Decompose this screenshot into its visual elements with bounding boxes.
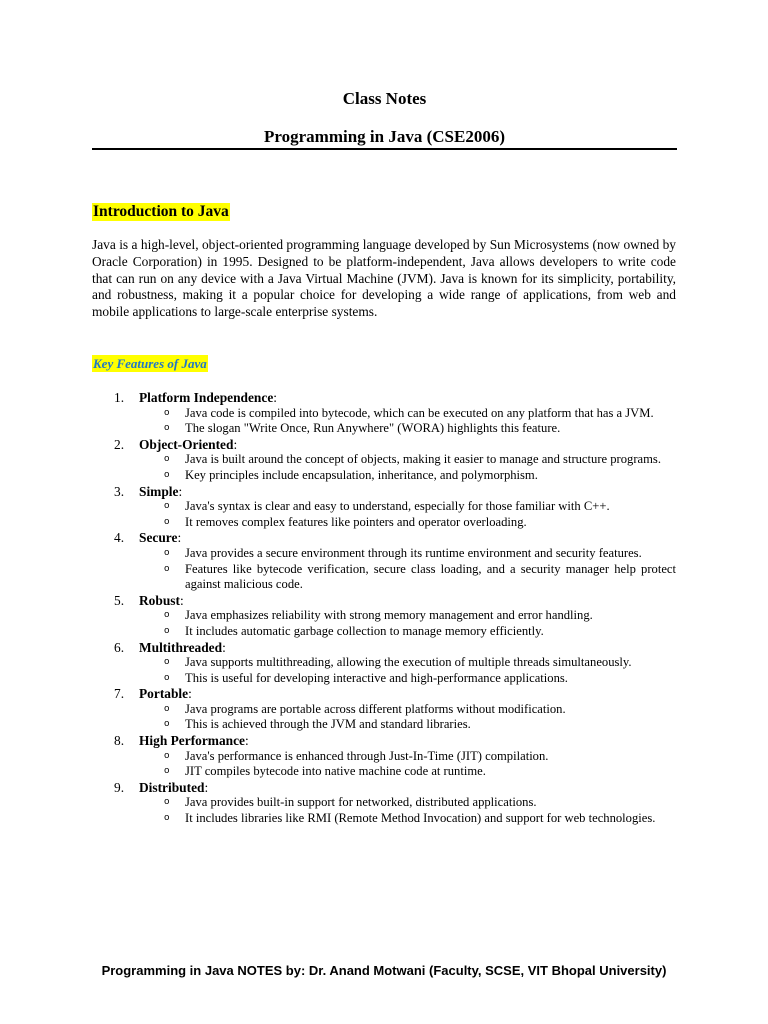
feature-title: Platform Independence xyxy=(139,390,274,405)
feature-points xyxy=(139,546,676,593)
page-title: Class Notes xyxy=(342,89,427,108)
feature-point-text: It removes complex features like pointers and operator overloading. xyxy=(185,514,527,529)
feature-point xyxy=(139,702,676,718)
feature-title: Object-Oriented xyxy=(139,436,234,452)
feature-number: 7. xyxy=(114,686,125,702)
feature-points xyxy=(139,499,676,530)
feature-title: High Performance xyxy=(139,733,245,749)
feature-title-colon: : xyxy=(179,592,184,608)
feature-item xyxy=(92,530,676,592)
feature-title-colon: : xyxy=(177,530,182,546)
feature-title-colon: : xyxy=(244,733,249,749)
feature-number: 2. xyxy=(114,436,125,452)
feature-point xyxy=(139,655,676,671)
circle-bullet-icon: o xyxy=(164,610,170,621)
feature-point-text: Java's syntax is clear and easy to understand, especially for those familiar with C++. xyxy=(185,499,610,514)
title-divider xyxy=(92,148,677,150)
circle-bullet-icon: o xyxy=(164,703,170,714)
feature-item xyxy=(92,686,676,733)
feature-title: Simple xyxy=(139,483,179,499)
feature-title-colon: : xyxy=(178,483,183,499)
feature-point-text: Java is built around the concept of objects, making it easier to manage and structure programs. xyxy=(185,452,661,467)
feature-point xyxy=(139,608,676,624)
feature-item xyxy=(92,390,676,437)
feature-number: 9. xyxy=(114,779,125,795)
feature-point xyxy=(139,562,676,593)
circle-bullet-icon: o xyxy=(164,454,170,465)
circle-bullet-icon: o xyxy=(164,407,170,418)
key-features-heading: Key Features of Java xyxy=(93,356,207,371)
feature-point xyxy=(139,795,676,811)
circle-bullet-icon: o xyxy=(164,423,170,434)
page-footer: Programming in Java NOTES by: Dr. Anand Motwani (Faculty, SCSE, VIT Bhopal University) xyxy=(101,963,667,978)
feature-point-text: Key principles include encapsulation, inheritance, and polymorphism. xyxy=(185,467,538,482)
feature-item xyxy=(92,640,676,687)
feature-title: Multithreaded xyxy=(139,639,223,655)
feature-point xyxy=(139,764,676,780)
circle-bullet-icon: o xyxy=(164,719,170,730)
circle-bullet-icon: o xyxy=(164,516,170,527)
feature-points xyxy=(139,702,676,733)
feature-item xyxy=(92,733,676,780)
feature-title-colon: : xyxy=(204,779,209,795)
feature-title: Distributed xyxy=(139,779,205,795)
feature-title: Portable xyxy=(139,686,189,702)
feature-number: 1. xyxy=(114,390,125,405)
feature-points xyxy=(139,795,676,826)
feature-point-text: Java code is compiled into bytecode, which can be executed on any platform that has a JVM. xyxy=(185,405,654,420)
feature-point xyxy=(139,515,676,531)
feature-point xyxy=(139,749,676,765)
circle-bullet-icon: o xyxy=(164,501,170,512)
feature-point xyxy=(139,624,676,640)
feature-title-colon: : xyxy=(222,639,226,655)
intro-paragraph: Java is a high-level, object-oriented programming language developed by Sun Microsystems (now owned by Oracle Corporation) in 1995. Designed to be platform-independent, Java allows developers to write code that can run on any device with a Java Virtual Machine (JVM). Java is known for its simplicity, portability, and robustness, making it a popular choice for developing a wide range of applications, from web and mobile applications to large-scale enterprise systems. xyxy=(92,237,676,320)
feature-points xyxy=(139,608,676,639)
feature-point-text: Java provides a secure environment through its runtime environment and security features. xyxy=(185,545,642,560)
feature-point-text: Java supports multithreading, allowing the execution of multiple threads simultaneously. xyxy=(185,655,632,670)
feature-point xyxy=(139,811,676,827)
feature-title: Secure xyxy=(139,530,178,546)
key-features-list xyxy=(92,390,676,827)
feature-point xyxy=(139,468,676,484)
feature-number: 3. xyxy=(114,483,125,499)
circle-bullet-icon: o xyxy=(164,563,170,574)
feature-point xyxy=(139,499,676,515)
feature-title: Robust xyxy=(139,592,180,608)
feature-point xyxy=(139,452,676,468)
feature-number: 4. xyxy=(114,530,125,546)
feature-point-text: This is achieved through the JVM and standard libraries. xyxy=(185,717,471,732)
feature-point-text: JIT compiles bytecode into native machine code at runtime. xyxy=(185,764,486,779)
feature-point-text: Features like bytecode verification, secure class loading, and a security manager help protect against malicious code. xyxy=(185,561,676,592)
feature-point xyxy=(139,406,676,422)
circle-bullet-icon: o xyxy=(164,657,170,668)
feature-item xyxy=(92,437,676,484)
course-title: Programming in Java (CSE2006) xyxy=(264,127,505,146)
feature-number: 6. xyxy=(114,639,125,655)
feature-point-text: It includes libraries like RMI (Remote Method Invocation) and support for web technologies. xyxy=(185,811,656,826)
feature-number: 5. xyxy=(114,592,125,608)
feature-title-colon: : xyxy=(233,436,238,452)
feature-point xyxy=(139,421,676,437)
feature-point xyxy=(139,717,676,733)
feature-title-colon: : xyxy=(188,686,192,702)
feature-point-text: Java programs are portable across different platforms without modification. xyxy=(185,701,566,716)
feature-item xyxy=(92,484,676,531)
feature-point xyxy=(139,671,676,687)
section-heading-introduction: Introduction to Java xyxy=(93,203,229,220)
feature-point-text: This is useful for developing interactive and high-performance applications. xyxy=(185,670,568,685)
circle-bullet-icon: o xyxy=(164,547,170,558)
feature-item xyxy=(92,780,676,827)
feature-points xyxy=(139,406,676,437)
circle-bullet-icon: o xyxy=(164,766,170,777)
feature-point-text: Java provides built-in support for networked, distributed applications. xyxy=(185,795,537,810)
feature-point xyxy=(139,546,676,562)
circle-bullet-icon: o xyxy=(164,750,170,761)
feature-points xyxy=(139,452,676,483)
circle-bullet-icon: o xyxy=(164,672,170,683)
feature-point-text: It includes automatic garbage collection to manage memory efficiently. xyxy=(185,623,544,638)
feature-point-text: Java's performance is enhanced through Just-In-Time (JIT) compilation. xyxy=(185,748,549,763)
feature-points xyxy=(139,655,676,686)
circle-bullet-icon: o xyxy=(164,469,170,480)
feature-number: 8. xyxy=(114,733,125,749)
circle-bullet-icon: o xyxy=(164,797,170,808)
feature-point-text: The slogan "Write Once, Run Anywhere" (WORA) highlights this feature. xyxy=(185,421,561,436)
feature-points xyxy=(139,749,676,780)
circle-bullet-icon: o xyxy=(164,813,170,824)
circle-bullet-icon: o xyxy=(164,625,170,636)
feature-point-text: Java emphasizes reliability with strong memory management and error handling. xyxy=(185,608,593,623)
feature-item xyxy=(92,593,676,640)
feature-title-colon: : xyxy=(273,390,278,405)
